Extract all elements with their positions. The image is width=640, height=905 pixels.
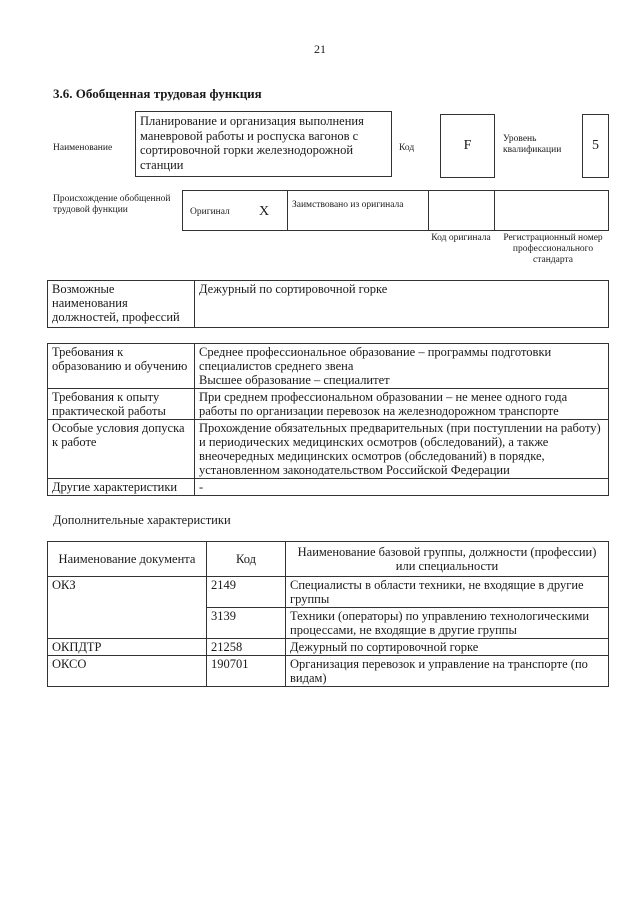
table-row — [48, 577, 609, 608]
requirements-row — [48, 479, 609, 496]
original-mark: X — [259, 204, 270, 219]
header-doc: Наименование документа — [48, 542, 207, 577]
original-label: Оригинал — [190, 207, 230, 217]
requirements-row — [48, 389, 609, 420]
positions-value: Дежурный по сортировочной горке — [195, 281, 609, 328]
req-value-3: - — [195, 479, 609, 496]
row-name: Специалисты в области техники, не входящие в другие группы — [286, 577, 609, 608]
row-code: 3139 — [207, 608, 286, 639]
req-label-2: Особые условия допуска к работе — [48, 420, 195, 479]
positions-label: Возможные наименования должностей, профессий — [48, 281, 195, 328]
row-doc: ОКСО — [48, 656, 207, 687]
req-value-1: При среднем профессиональном образовании – не менее одного года работы по организации перевозок на железнодорожном транспорте — [195, 389, 609, 420]
row-doc: ОКПДТР — [48, 639, 207, 656]
row-code: 190701 — [207, 656, 286, 687]
code-value: F — [440, 114, 495, 178]
req-label-0: Требования к образованию и обучению — [48, 344, 195, 389]
row-name: Техники (операторы) по управлению технологическими процессами, не входящие в другие группы — [286, 608, 609, 639]
req-value-0: Среднее профессиональное образование – программы подготовки специалистов среднего звена Высшее образование – специалитет — [195, 344, 609, 389]
header-name: Наименование базовой группы, должности (профессии) или специальности — [286, 542, 609, 577]
positions-row — [48, 281, 609, 328]
origin-divider-1 — [287, 191, 288, 230]
requirements-row — [48, 420, 609, 479]
row-code: 21258 — [207, 639, 286, 656]
page-number: 21 — [314, 42, 326, 56]
section-title: 3.6. Обобщенная трудовая функция — [53, 86, 262, 101]
positions-table — [47, 280, 609, 328]
level-value: 5 — [582, 114, 609, 178]
row-code: 2149 — [207, 577, 286, 608]
origin-table — [182, 190, 609, 231]
level-label: Уровень квалификации — [503, 134, 562, 155]
name-label: Наименование — [53, 143, 113, 153]
requirements-row — [48, 344, 609, 389]
name-value: Планирование и организация выполнения маневровой работы и роспуска вагонов с сортировочной горки железнодорожной станции — [135, 111, 392, 177]
code-label: Код — [399, 143, 415, 153]
header-code: Код — [207, 542, 286, 577]
origin-label: Происхождение обобщенной трудовой функции — [53, 194, 171, 215]
reg-number-caption: Регистрационный номер профессионального стандарта — [503, 233, 603, 265]
table-row — [48, 639, 609, 656]
additional-header-row — [48, 542, 609, 577]
borrowed-label: Заимствовано из оригинала — [292, 200, 404, 210]
additional-table — [47, 541, 609, 687]
origin-divider-3 — [494, 191, 495, 230]
req-label-3: Другие характеристики — [48, 479, 195, 496]
requirements-table — [47, 343, 609, 496]
req-value-2: Прохождение обязательных предварительных (при поступлении на работу) и периодических медицинских осмотров (обследований), а также внеочередных медицинских осмотров (обследований) в порядке, установленном законодательством Российской Федерации — [195, 420, 609, 479]
row-doc-okz: ОКЗ — [48, 577, 207, 639]
row-name: Дежурный по сортировочной горке — [286, 639, 609, 656]
origin-divider-2 — [428, 191, 429, 230]
req-label-1: Требования к опыту практической работы — [48, 389, 195, 420]
table-row — [48, 656, 609, 687]
code-original-caption: Код оригинала — [431, 233, 491, 243]
row-name: Организация перевозок и управление на транспорте (по видам) — [286, 656, 609, 687]
additional-title: Дополнительные характеристики — [53, 513, 231, 527]
